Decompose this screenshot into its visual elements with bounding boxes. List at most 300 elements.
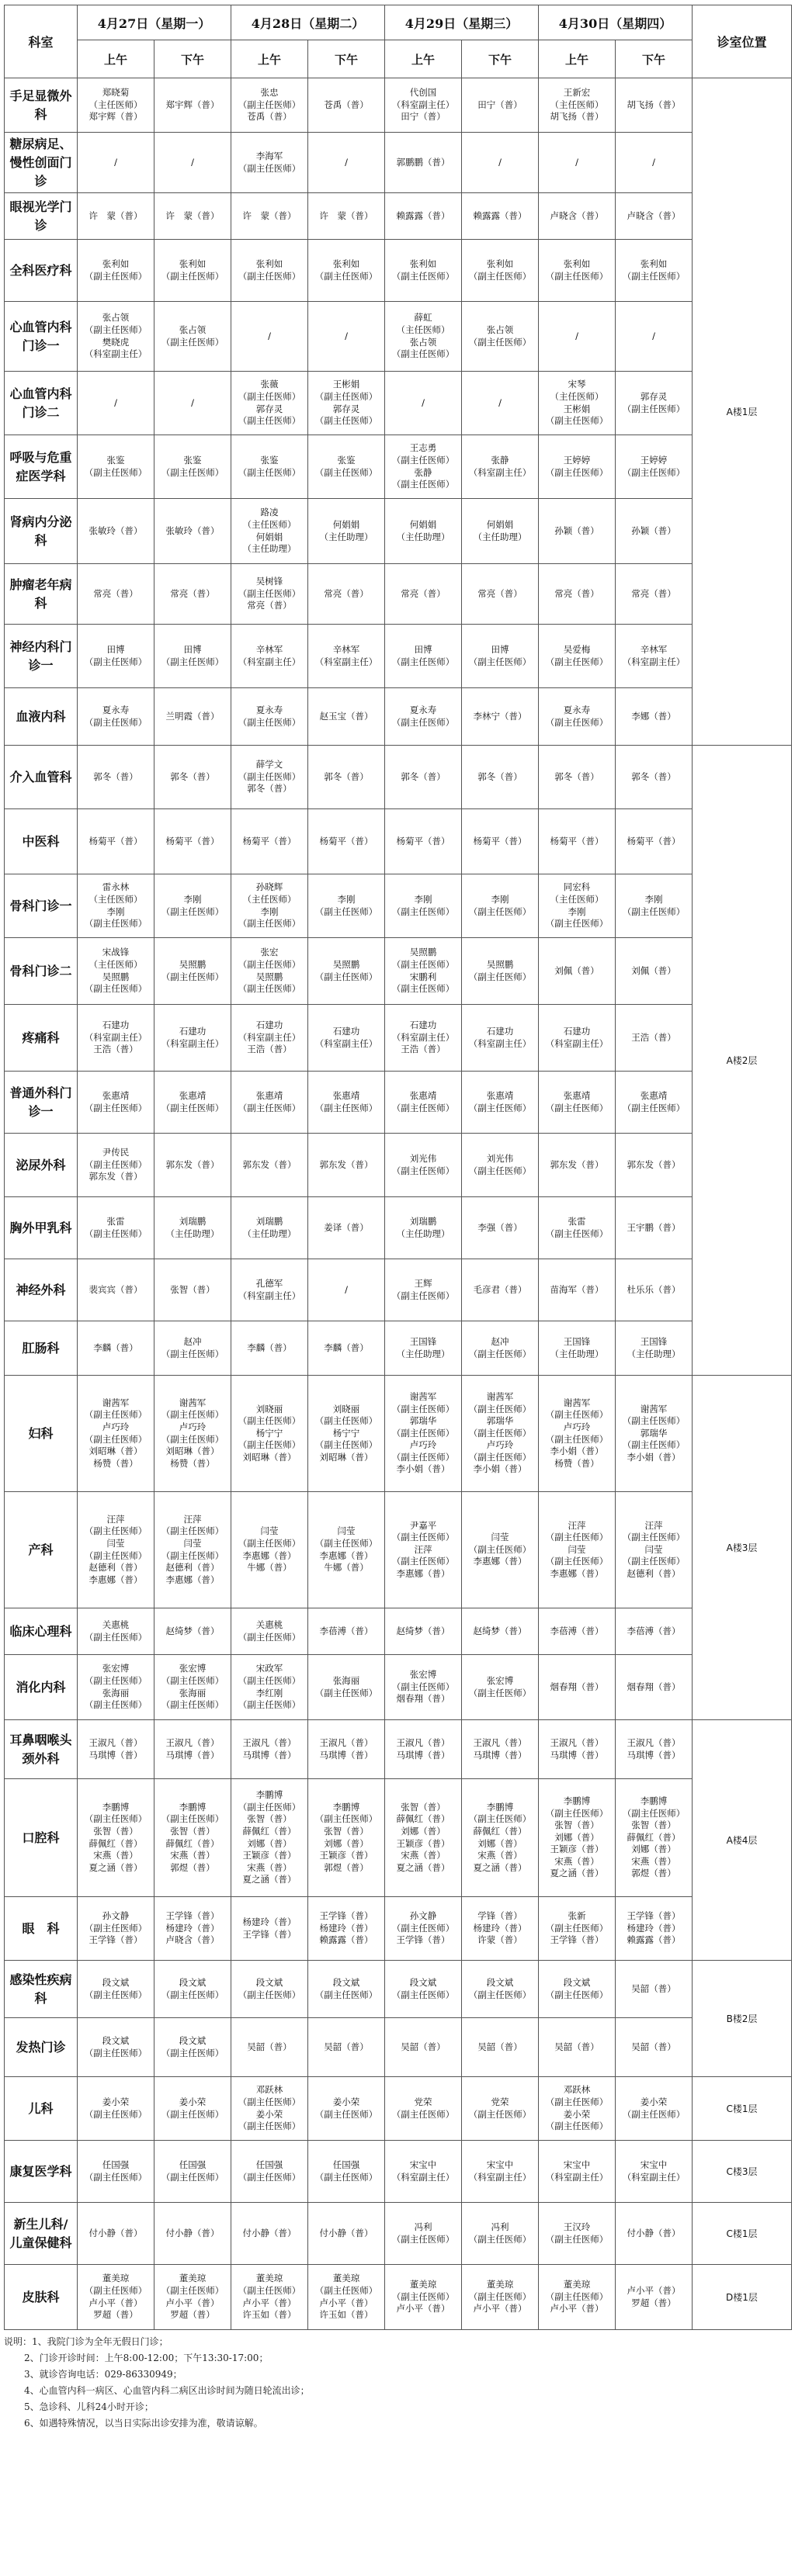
- doctor-line: /: [575, 156, 578, 168]
- doctor-line: 卢巧玲: [409, 1439, 437, 1451]
- schedule-cell: [308, 372, 385, 435]
- doctor-line: （副主任医师）: [545, 2233, 609, 2245]
- doctor-line: 张利如: [409, 258, 437, 269]
- doctor-line: 张新: [568, 1910, 586, 1922]
- dept-name: 中医科: [5, 809, 78, 874]
- doctor-line: 杨赞（普）: [554, 1457, 599, 1469]
- schedule-cell: [78, 938, 154, 1005]
- schedule-cell: [231, 499, 308, 564]
- doctor-line: 王学锋（普）: [319, 1910, 373, 1922]
- doctor-line: 杨建玲（普）: [165, 1922, 220, 1934]
- schedule-cell: [462, 625, 539, 688]
- doctor-line: 宋宝中: [409, 2159, 437, 2170]
- doctor-line: （副主任医师）: [545, 1532, 609, 1543]
- doctor-line: （副主任医师）: [238, 2171, 301, 2183]
- doctor-line: 薛佩红（普）: [627, 1831, 681, 1843]
- doctor-line: 张智（普）: [170, 1283, 215, 1295]
- doctor-line: （副主任医师）: [391, 270, 455, 282]
- doctor-line: 田宁（普）: [477, 99, 522, 110]
- doctor-line: 卢小平（普）: [473, 2303, 527, 2315]
- doctor-line: 杨宁宁: [332, 1427, 360, 1439]
- am-header: 上午: [385, 40, 462, 78]
- schedule-cell: [462, 302, 539, 372]
- doctor-line: 宋燕（普）: [631, 1855, 676, 1867]
- doctor-line: （副主任医师）: [545, 716, 609, 728]
- doctor-line: 张利如: [102, 258, 130, 269]
- doctor-line: 薛佩红（普）: [89, 1837, 143, 1849]
- doctor-line: 王颖彦（普）: [396, 1837, 450, 1849]
- schedule-cell: [616, 240, 693, 302]
- doctor-line: 石建功: [409, 1020, 437, 1031]
- doctor-line: （主任助理）: [627, 1348, 681, 1359]
- schedule-cell: [308, 1655, 385, 1720]
- doctor-line: （副主任医师）: [391, 1290, 455, 1301]
- doctor-line: 杨菊平（普）: [396, 835, 450, 847]
- schedule-cell: [385, 564, 462, 625]
- doctor-line: 李鹏博: [640, 1795, 668, 1807]
- dept-name: 耳鼻咽喉头颈外科: [5, 1720, 78, 1779]
- doctor-line: 郭冬（普）: [324, 770, 369, 782]
- schedule-cell: [231, 133, 308, 193]
- doctor-line: 王颖彦（普）: [550, 1844, 604, 1855]
- schedule-cell: [616, 874, 693, 938]
- doctor-line: 常亮（普）: [93, 587, 138, 599]
- table-row: [5, 1072, 792, 1134]
- doctor-line: 李刚: [106, 905, 125, 917]
- schedule-cell: [616, 688, 693, 746]
- doctor-line: 王淑凡（普）: [165, 1736, 220, 1748]
- dept-name: 皮肤科: [5, 2265, 78, 2330]
- schedule-cell: [616, 2018, 693, 2077]
- doctor-line: 李惠娜（普）: [89, 1574, 143, 1585]
- doctor-line: 宋燕（普）: [554, 1855, 599, 1867]
- doctor-line: 付小静（普）: [627, 2227, 681, 2238]
- doctor-line: 刘昭琳（普）: [319, 1451, 373, 1463]
- schedule-cell: [539, 1897, 616, 1961]
- doctor-line: （副主任医师）: [84, 2108, 148, 2120]
- table-row: [5, 435, 792, 499]
- doctor-line: 郭存灵: [332, 403, 360, 414]
- doctor-line: （副主任医师）: [314, 1415, 378, 1427]
- doctor-line: （副主任医师）: [84, 1989, 148, 2000]
- doctor-line: 李惠娜（普）: [550, 1567, 604, 1579]
- doctor-line: 张智（普）: [170, 1825, 215, 1837]
- doctor-line: 付小静（普）: [89, 2227, 143, 2238]
- doctor-line: 杨菊平（普）: [165, 835, 220, 847]
- doctor-line: 罗超（普）: [170, 2309, 215, 2321]
- doctor-line: 吴照鹏: [486, 958, 514, 970]
- schedule-cell: [308, 809, 385, 874]
- doctor-line: 郭东发（普）: [242, 1158, 297, 1170]
- doctor-line: 刘昭琳（普）: [242, 1451, 297, 1463]
- schedule-cell: [78, 874, 154, 938]
- schedule-cell: [616, 1779, 693, 1897]
- doctor-line: 牛娜（普）: [324, 1562, 369, 1574]
- schedule-cell: [462, 2077, 539, 2141]
- schedule-cell: [462, 1005, 539, 1072]
- doctor-line: 任国强: [332, 2159, 360, 2170]
- doctor-line: （副主任医师）: [545, 466, 609, 478]
- doctor-line: 何娟娟: [409, 518, 437, 530]
- schedule-cell: [78, 1005, 154, 1072]
- schedule-cell: [231, 938, 308, 1005]
- doctor-line: 石建功: [102, 1020, 130, 1031]
- table-row: [5, 1961, 792, 2018]
- doctor-line: 苗海军（普）: [550, 1283, 604, 1295]
- doctor-line: 董美琼: [563, 2279, 591, 2290]
- doctor-line: （副主任医师）: [622, 403, 686, 414]
- table-row: [5, 746, 792, 809]
- doctor-line: 夏之涵（普）: [242, 1874, 297, 1885]
- schedule-cell: [78, 1720, 154, 1779]
- schedule-cell: [231, 2203, 308, 2265]
- schedule-cell: [308, 193, 385, 240]
- schedule-cell: [385, 435, 462, 499]
- schedule-cell: [539, 1655, 616, 1720]
- schedule-cell: [462, 1134, 539, 1197]
- doctor-line: 薛佩红（普）: [165, 1837, 220, 1849]
- doctor-line: （副主任医师）: [161, 270, 224, 282]
- schedule-cell: [462, 78, 539, 133]
- doctor-line: 李林宁（普）: [473, 710, 527, 722]
- dept-name: 新生儿科/儿童保健科: [5, 2203, 78, 2265]
- location-cell: D楼1层: [693, 2265, 792, 2330]
- schedule-cell: [231, 688, 308, 746]
- doctor-line: 常亮（普）: [401, 587, 446, 599]
- schedule-cell: [539, 1197, 616, 1259]
- doctor-line: （副主任医师）: [391, 348, 455, 360]
- doctor-line: 张宏博: [409, 1669, 437, 1681]
- doctor-line: （副主任医师）: [161, 905, 224, 917]
- schedule-cell: [462, 372, 539, 435]
- doctor-line: 张利如: [563, 258, 591, 269]
- doctor-line: 石建功: [332, 1025, 360, 1037]
- doctor-line: 张敏玲（普）: [165, 525, 220, 536]
- doctor-line: 郑晓菊: [102, 87, 130, 99]
- table-row: [5, 1321, 792, 1376]
- schedule-cell: [154, 372, 231, 435]
- schedule-cell: [308, 625, 385, 688]
- schedule-cell: [154, 625, 231, 688]
- doctor-line: 郭冬（普）: [247, 783, 292, 795]
- schedule-cell: [78, 1072, 154, 1134]
- doctor-line: （副主任医师）: [622, 2108, 686, 2120]
- schedule-cell: [616, 1259, 693, 1321]
- schedule-cell: [462, 2018, 539, 2077]
- schedule-cell: [78, 809, 154, 874]
- doctor-line: （主任医师）: [89, 893, 143, 905]
- location-cell: C楼1层: [693, 2203, 792, 2265]
- schedule-cell: [385, 688, 462, 746]
- dept-name: 全科医疗科: [5, 240, 78, 302]
- doctor-line: 卢巧玲: [102, 1421, 130, 1432]
- schedule-cell: [308, 1897, 385, 1961]
- schedule-cell: [154, 1961, 231, 2018]
- location-cell: C楼1层: [693, 2077, 792, 2141]
- schedule-cell: [539, 372, 616, 435]
- doctor-line: （科室副主任）: [314, 1037, 378, 1049]
- doctor-line: /: [114, 396, 117, 408]
- doctor-line: 董美琼: [255, 2273, 283, 2284]
- doctor-line: （副主任医师）: [238, 415, 301, 427]
- doctor-line: 李小娟（普）: [396, 1463, 450, 1475]
- schedule-cell: [78, 435, 154, 499]
- dept-name: 心血管内科门诊一: [5, 302, 78, 372]
- schedule-cell: [154, 564, 231, 625]
- doctor-line: （主任助理）: [550, 1348, 604, 1359]
- doctor-line: 张智（普）: [554, 1819, 599, 1831]
- schedule-cell: [154, 1779, 231, 1897]
- schedule-cell: [154, 2203, 231, 2265]
- schedule-cell: [78, 133, 154, 193]
- doctor-line: （副主任医师）: [468, 1403, 532, 1414]
- schedule-cell: [308, 1720, 385, 1779]
- doctor-line: 常亮（普）: [170, 587, 215, 599]
- doctor-line: 段文斌: [102, 2034, 130, 2046]
- schedule-cell: [539, 564, 616, 625]
- doctor-line: （科室副主任）: [84, 1031, 148, 1043]
- doctor-line: /: [652, 330, 655, 341]
- doctor-line: 王淑凡（普）: [396, 1736, 450, 1748]
- doctor-line: （副主任医师）: [314, 2284, 378, 2296]
- schedule-cell: [462, 193, 539, 240]
- schedule-cell: [231, 1197, 308, 1259]
- schedule-cell: [616, 2077, 693, 2141]
- doctor-line: （副主任医师）: [391, 1451, 455, 1463]
- doctor-line: 孔德军: [255, 1277, 283, 1289]
- schedule-cell: [154, 1376, 231, 1492]
- doctor-line: 郭瑞华: [486, 1415, 514, 1427]
- schedule-cell: [462, 1655, 539, 1720]
- doctor-line: 吴韶（普）: [631, 1982, 676, 1994]
- doctor-line: 许玉如（普）: [319, 2309, 373, 2321]
- doctor-line: 刘佩（普）: [631, 964, 676, 976]
- doctor-line: 赵玉宝（普）: [319, 710, 373, 722]
- doctor-line: 石建功: [255, 1020, 283, 1031]
- doctor-line: 石建功: [563, 1025, 591, 1037]
- doctor-line: 张智（普）: [401, 1801, 446, 1813]
- doctor-line: 卢晓含（普）: [550, 209, 604, 221]
- schedule-cell: [462, 746, 539, 809]
- schedule-cell: [231, 240, 308, 302]
- schedule-cell: [539, 78, 616, 133]
- doctor-line: （副主任医师）: [468, 270, 532, 282]
- doctor-line: （副主任医师）: [468, 1165, 532, 1176]
- doctor-line: 郭存灵: [640, 390, 668, 402]
- doctor-line: （副主任医师）: [391, 1532, 455, 1543]
- doctor-line: （科室副主任）: [622, 656, 686, 667]
- schedule-cell: [231, 1134, 308, 1197]
- doctor-line: 杨菊平（普）: [473, 835, 527, 847]
- schedule-cell: [78, 746, 154, 809]
- note-line: 5、急诊科、儿科24小时开诊；: [24, 2401, 154, 2412]
- doctor-line: 张智（普）: [93, 1825, 138, 1837]
- doctor-line: （副主任医师）: [84, 1158, 148, 1170]
- doctor-line: 郭煜（普）: [631, 1868, 676, 1879]
- doctor-line: （副主任医师）: [545, 1433, 609, 1445]
- schedule-cell: [308, 1376, 385, 1492]
- doctor-line: 赖露露（普）: [627, 1934, 681, 1946]
- doctor-line: （副主任医师）: [84, 1433, 148, 1445]
- doctor-line: 夏永寿: [563, 704, 591, 715]
- doctor-line: （主任医师）: [89, 99, 143, 110]
- schedule-cell: [154, 133, 231, 193]
- table-row: [5, 2077, 792, 2141]
- doctor-line: 夏永寿: [102, 704, 130, 715]
- doctor-line: （副主任医师）: [238, 1989, 301, 2000]
- pm-header: 下午: [616, 40, 693, 78]
- schedule-cell: [308, 1321, 385, 1376]
- schedule-cell: [462, 435, 539, 499]
- schedule-cell: [539, 809, 616, 874]
- doctor-line: （副主任医师）: [622, 1415, 686, 1427]
- schedule-cell: [539, 1259, 616, 1321]
- doctor-line: 段文斌: [563, 1976, 591, 1988]
- doctor-line: 卢巧玲: [486, 1439, 514, 1451]
- doctor-line: 宋宝中: [486, 2159, 514, 2170]
- doctor-line: 闫莹: [337, 1525, 356, 1537]
- doctor-line: 董美琼: [179, 2273, 207, 2284]
- doctor-line: 谢茜军: [640, 1403, 668, 1414]
- table-row: [5, 2018, 792, 2077]
- doctor-line: （主任医师）: [396, 324, 450, 335]
- dept-name: 介入血管科: [5, 746, 78, 809]
- doctor-line: /: [422, 396, 425, 408]
- doctor-line: 王淑凡（普）: [627, 1736, 681, 1748]
- doctor-line: 卢小平（普）: [89, 2297, 143, 2308]
- doctor-line: 辛林军: [640, 643, 668, 655]
- doctor-line: 杨建玲（普）: [473, 1922, 527, 1934]
- doctor-line: 刘晓丽: [332, 1403, 360, 1414]
- doctor-line: （副主任医师）: [238, 162, 301, 174]
- doctor-line: （副主任医师）: [391, 716, 455, 728]
- doctor-line: 苍禹（普）: [247, 111, 292, 123]
- doctor-line: 张利如: [332, 258, 360, 269]
- table-row: [5, 564, 792, 625]
- schedule-cell: [539, 1321, 616, 1376]
- doctor-line: （副主任医师）: [545, 1227, 609, 1239]
- doctor-line: 张惠靖: [255, 1089, 283, 1101]
- schedule-cell: [78, 2018, 154, 2077]
- schedule-cell: [385, 1197, 462, 1259]
- doctor-line: （副主任医师）: [545, 270, 609, 282]
- pm-header: 下午: [154, 40, 231, 78]
- doctor-line: 许 蒙（普）: [319, 209, 373, 221]
- doctor-line: 张占领: [409, 336, 437, 348]
- doctor-line: 董美琼: [332, 2273, 360, 2284]
- schedule-cell: [231, 1072, 308, 1134]
- doctor-line: （副主任医师）: [84, 2047, 148, 2058]
- table-row: [5, 1259, 792, 1321]
- doctor-line: 李鹏博: [102, 1801, 130, 1813]
- doctor-line: （副主任医师）: [314, 390, 378, 402]
- doctor-line: 马琪博（普）: [89, 1749, 143, 1761]
- doctor-line: 汪萍: [414, 1543, 432, 1555]
- dept-name: 神经内科门诊一: [5, 625, 78, 688]
- doctor-line: （副主任医师）: [545, 1409, 609, 1421]
- doctor-line: 王彬娟: [563, 403, 591, 414]
- doctor-line: 王淑凡（普）: [89, 1736, 143, 1748]
- schedule-cell: [616, 1321, 693, 1376]
- doctor-line: （副主任医师）: [238, 1102, 301, 1113]
- doctor-line: 赵绮梦（普）: [396, 1625, 450, 1636]
- doctor-line: （副主任医师）: [84, 2171, 148, 2183]
- doctor-line: （副主任医师）: [468, 1687, 532, 1698]
- schedule-cell: [308, 2203, 385, 2265]
- schedule-cell: [539, 1720, 616, 1779]
- doctor-line: 姜小荣: [255, 2108, 283, 2120]
- doctor-line: 王学锋（普）: [165, 1910, 220, 1922]
- doctor-line: 汪萍: [183, 1513, 202, 1525]
- doctor-line: （副主任医师）: [238, 1801, 301, 1813]
- doctor-line: （副主任医师）: [545, 2096, 609, 2107]
- schedule-cell: [462, 938, 539, 1005]
- schedule-cell: [385, 2203, 462, 2265]
- schedule-cell: [539, 240, 616, 302]
- doctor-line: 关惠桃: [102, 1619, 130, 1630]
- table-row: [5, 1897, 792, 1961]
- doctor-line: （副主任医师）: [161, 1433, 224, 1445]
- schedule-cell: [231, 2077, 308, 2141]
- doctor-line: 谢茜军: [179, 1397, 207, 1408]
- doctor-line: 段文斌: [102, 1976, 130, 1988]
- doctor-line: （副主任医师）: [468, 336, 532, 348]
- doctor-line: 马琪博（普）: [627, 1749, 681, 1761]
- doctor-line: （副主任医师）: [84, 918, 148, 930]
- dept-name: 神经外科: [5, 1259, 78, 1321]
- doctor-line: 赵冲: [183, 1335, 202, 1347]
- doctor-line: 李鹏博: [332, 1801, 360, 1813]
- doctor-line: 杨菊平（普）: [627, 835, 681, 847]
- doctor-line: 段文斌: [332, 1976, 360, 1988]
- doctor-line: 吴韶（普）: [247, 2041, 292, 2052]
- schedule-cell: [385, 1259, 462, 1321]
- schedule-cell: [385, 874, 462, 938]
- doctor-line: 闫莹: [183, 1537, 202, 1549]
- doctor-line: （副主任医师）: [391, 983, 455, 995]
- schedule-cell: [462, 688, 539, 746]
- doctor-line: （副主任医师）: [314, 466, 378, 478]
- doctor-line: 郭冬（普）: [93, 770, 138, 782]
- doctor-line: （副主任医师）: [238, 983, 301, 995]
- doctor-line: （科室副主任）: [468, 1037, 532, 1049]
- doctor-line: （科室副主任）: [84, 348, 148, 360]
- doctor-line: （副主任医师）: [238, 1537, 301, 1549]
- doctor-line: （副主任医师）: [238, 958, 301, 970]
- table-row: [5, 193, 792, 240]
- doctor-line: 张惠靖: [409, 1089, 437, 1101]
- schedule-cell: [308, 1134, 385, 1197]
- doctor-line: （副主任医师）: [545, 1807, 609, 1819]
- doctor-line: （副主任医师）: [84, 2284, 148, 2296]
- doctor-line: 马琪博（普）: [550, 1749, 604, 1761]
- doctor-line: （副主任医师）: [391, 1681, 455, 1692]
- doctor-line: （副主任医师）: [314, 415, 378, 427]
- doctor-line: 吴韶（普）: [324, 2041, 369, 2052]
- doctor-line: 李鹏博: [563, 1795, 591, 1807]
- schedule-cell: [154, 1072, 231, 1134]
- schedule-cell: [231, 1259, 308, 1321]
- doctor-line: （副主任医师）: [314, 1989, 378, 2000]
- doctor-line: （副主任医师）: [84, 983, 148, 995]
- doctor-line: （副主任医师）: [84, 1813, 148, 1825]
- schedule-cell: [231, 193, 308, 240]
- table-row: [5, 133, 792, 193]
- dept-name: 胸外甲乳科: [5, 1197, 78, 1259]
- doctor-line: 刘娜（普）: [631, 1844, 676, 1855]
- doctor-line: /: [498, 156, 502, 168]
- schedule-cell: [308, 2141, 385, 2203]
